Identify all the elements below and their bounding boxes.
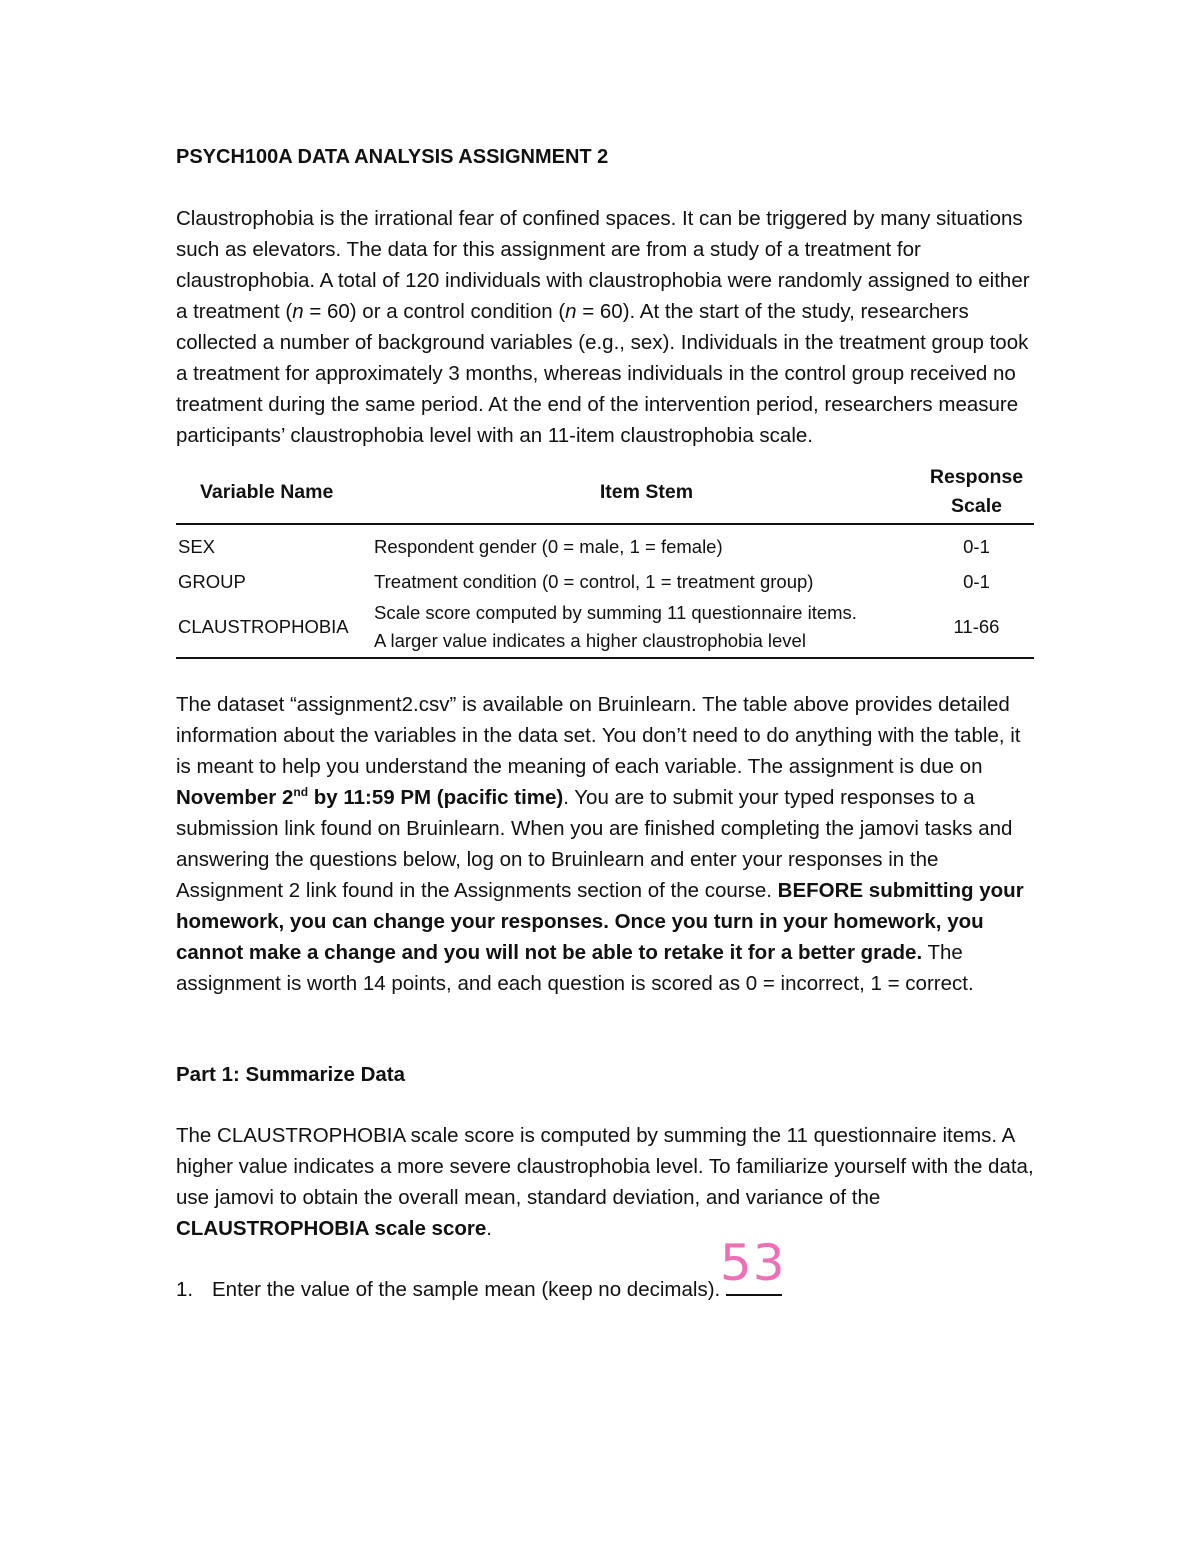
question-text: Enter the value of the sample mean (keep no decimals).: [212, 1278, 721, 1301]
submission-warning: BEFORE submitting your homework, you can change your responses. Once you turn in your homework, you cannot make a change and you will not be able to retake it for a better grade.: [176, 879, 1024, 964]
table-header: [176, 461, 1034, 525]
header-variable-name: Variable Name: [200, 480, 334, 503]
part1-heading: Part 1: Summarize Data: [176, 1063, 406, 1086]
header-response-scale: Response Scale: [929, 466, 1024, 517]
table-row: GROUP Treatment condition (0 = control, 1 = treatment group) 0-1: [178, 570, 990, 592]
handwritten-answer: 53: [719, 1234, 786, 1292]
document-content: [176, 143, 1036, 1305]
variables-table: [176, 461, 1034, 659]
document-title: PSYCH100A DATA ANALYSIS ASSIGNMENT 2: [176, 146, 609, 168]
table-row: SEX Respondent gender (0 = male, 1 = female) 0-1: [178, 535, 990, 557]
question-1: [176, 1234, 1036, 1305]
header-item-stem: Item Stem: [599, 480, 694, 503]
table-row: CLAUSTROPHOBIA Scale score computed by summing 11 questionnaire items. A larger value indicates a higher claustrophobia level 11-66: [178, 602, 1000, 651]
part1-paragraph: The CLAUSTROPHOBIA scale score is computed by summing the 11 questionnaire items. A higher value indicates a more severe claustrophobia level. To familiarize yourself with the data, use jamovi to obtain the overall mean, standard deviation, and variance of the CLAUSTROPHOBIA scale score.: [176, 1124, 1034, 1240]
due-date: November 2nd by 11:59 PM (pacific time): [176, 785, 564, 809]
question-number: 1.: [176, 1278, 194, 1301]
answer-blank[interactable]: [719, 1234, 786, 1296]
table-body: [176, 525, 1034, 659]
instructions-paragraph: The dataset “assignment2.csv” is available on Bruinlearn. The table above provides detailed information about the variables in the data set. You don’t need to do anything with the table, it is meant to help you understand the meaning of each variable. The assignment is due on November 2nd by 11:59 PM (pacific time). You are to submit your typed responses to a submission link found on Bruinlearn. When you are finished completing the jamovi tasks and answering the questions below, log on to Bruinlearn and enter your responses in the Assignment 2 link found in the Assignments section of the course. BEFORE submitting your homework, you can change your responses. Once you turn in your homework, you cannot make a change and you will not be able to retake it for a better grade. The assignment is worth 14 points, and each question is scored as 0 = incorrect, 1 = correct.: [176, 693, 1024, 995]
intro-paragraph: Claustrophobia is the irrational fear of confined spaces. It can be triggered by many situations such as elevators. The data for this assignment are from a study of a treatment for claustrophobia. A total of 120 individuals with claustrophobia were randomly assigned to either a treatment (n = 60) or a control condition (n = 60). At the start of the study, researchers collected a number of background variables (e.g., sex). Individuals in the treatment group took a treatment for approximately 3 months, whereas individuals in the control group received no treatment during the same period. At the end of the intervention period, researchers measure participants’ claustrophobia level with an 11-item claustrophobia scale.: [176, 207, 1030, 447]
